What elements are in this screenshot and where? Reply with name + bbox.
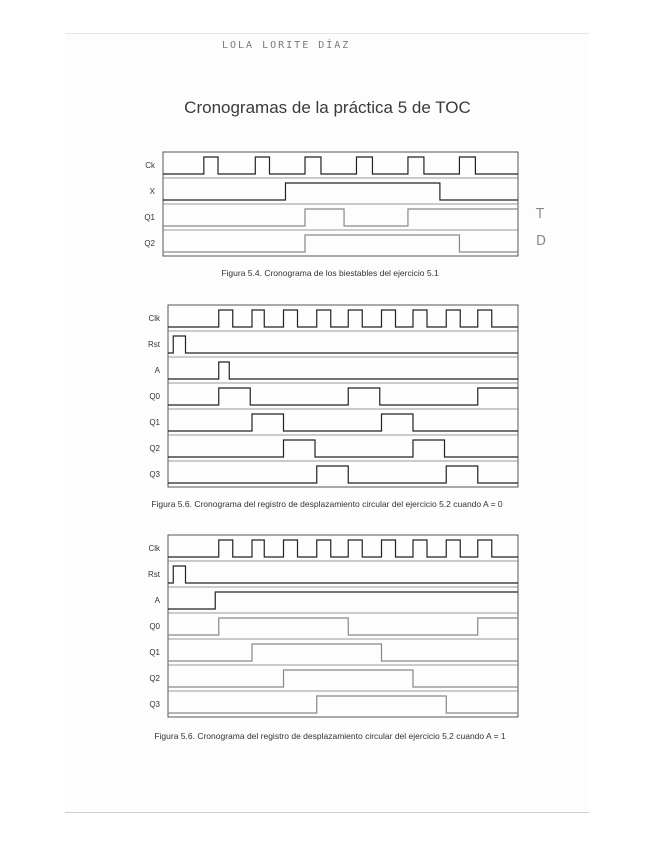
- figure-caption: Figura 5.6. Cronograma del registro de desplazamiento circular del ejercicio 5.2 cuando A = 1: [154, 731, 506, 741]
- timing-diagram-5-6-a0: [148, 305, 518, 509]
- waveform-a: [168, 592, 518, 609]
- timing-diagram-5-4: [144, 152, 546, 278]
- signal-label-q2: Q2: [149, 444, 160, 453]
- waveform-x: [163, 183, 518, 200]
- waveform-a: [168, 362, 518, 379]
- signal-label-a: A: [154, 366, 160, 375]
- figure-caption: Figura 5.4. Cronograma de los biestables del ejercicio 5.1: [221, 268, 439, 278]
- signal-label-a: A: [154, 596, 160, 605]
- timing-diagram-5-6-a1: [148, 535, 518, 741]
- signal-label-q0: Q0: [149, 622, 160, 631]
- signal-label-q3: Q3: [149, 470, 160, 479]
- signal-label-q2: Q2: [144, 239, 155, 248]
- signal-label-q1: Q1: [149, 418, 160, 427]
- diagram-frame: [168, 305, 518, 487]
- figure-caption: Figura 5.6. Cronograma del registro de desplazamiento circular del ejercicio 5.2 cuando A = 0: [151, 499, 503, 509]
- handwritten-note-t: T: [536, 207, 544, 222]
- waveform-clk: [168, 540, 518, 557]
- signal-label-q1: Q1: [144, 213, 155, 222]
- signal-label-q1: Q1: [149, 648, 160, 657]
- signal-label-rst: Rst: [148, 340, 160, 349]
- page-title: Cronogramas de la práctica 5 de TOC: [184, 98, 471, 117]
- handwritten-note-d: D: [536, 234, 547, 249]
- signal-label-q0: Q0: [149, 392, 160, 401]
- signal-label-clk: Clk: [148, 544, 160, 553]
- waveform-q3: [168, 466, 518, 483]
- waveform-q0: [168, 618, 518, 635]
- waveform-q1: [168, 644, 518, 661]
- signal-label-clk: Clk: [148, 314, 160, 323]
- signal-label-rst: Rst: [148, 570, 160, 579]
- signal-label-q3: Q3: [149, 700, 160, 709]
- waveform-q1: [168, 414, 518, 431]
- waveform-q0: [168, 388, 518, 405]
- waveform-q2: [168, 440, 518, 457]
- diagram-frame: [168, 535, 518, 717]
- waveform-q2: [168, 670, 518, 687]
- signal-label-x: X: [149, 187, 155, 196]
- waveform-clk: [168, 310, 518, 327]
- waveform-rst: [168, 566, 518, 583]
- waveform-q3: [168, 696, 518, 713]
- waveform-q1: [163, 209, 518, 226]
- signal-label-ck: Ck: [145, 161, 155, 170]
- signal-label-q2: Q2: [149, 674, 160, 683]
- waveform-rst: [168, 336, 518, 353]
- waveform-q2: [163, 235, 518, 252]
- waveform-ck: [163, 157, 518, 174]
- handwritten-name: LOLA LORITE DÍAZ: [222, 40, 351, 51]
